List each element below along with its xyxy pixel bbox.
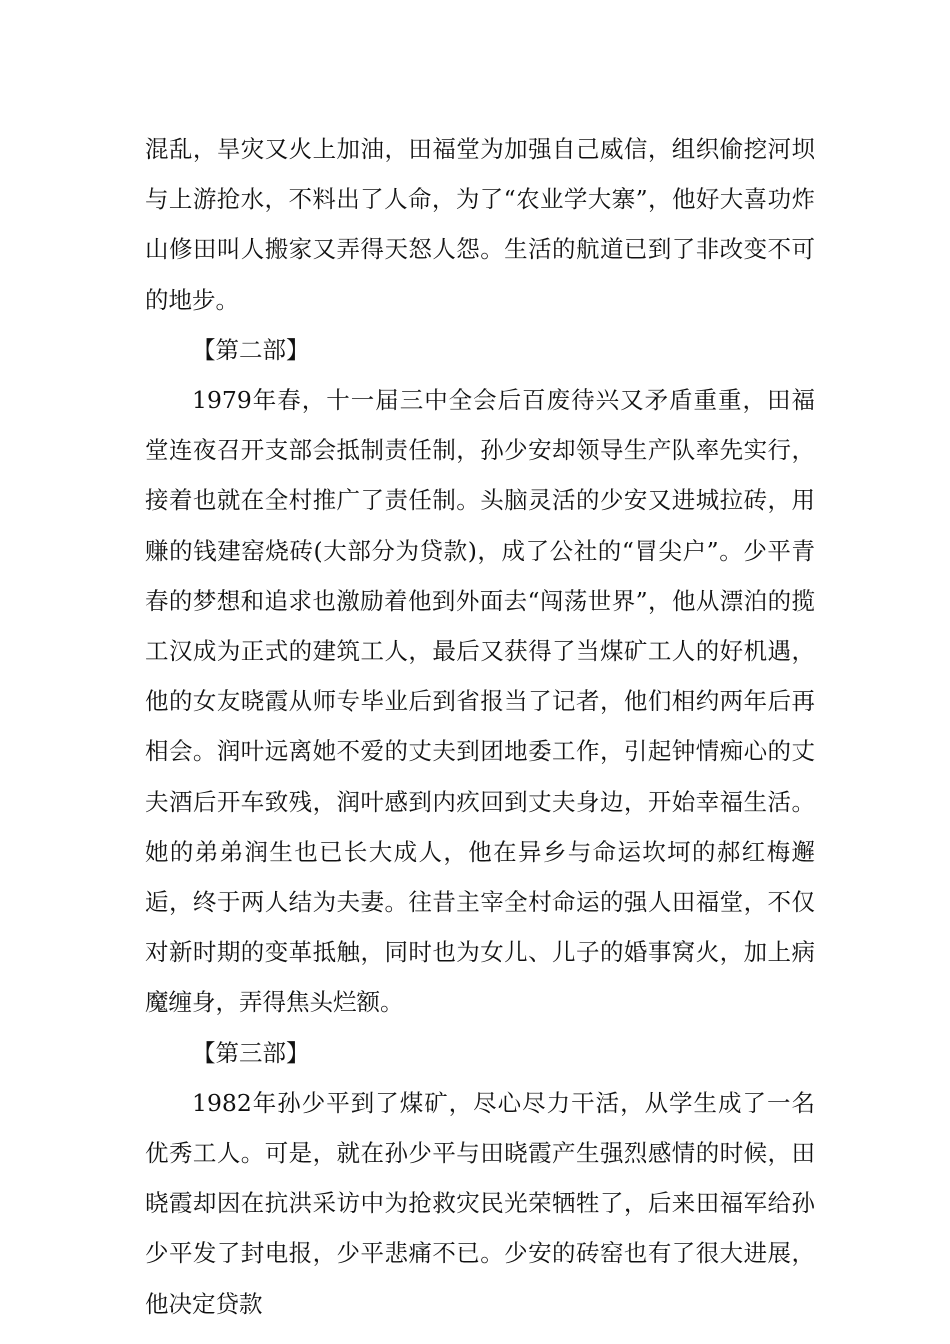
section-heading-part-two: 【第二部】 [192,335,310,364]
document-body [145,124,815,1329]
paragraph-part-two: 1979年春，十一届三中全会后百废待兴又矛盾重重，田福堂连夜召开支部会抵制责任制，孙少安却领导生产队率先实行，接着也就在全村推广了责任制。头脑灵活的少安又进城拉砖，用赚的钱建窑烧砖(大部分为贷款)，成了公社的“冒尖户”。少平青春的梦想和追求也激励着他到外面去“闯荡世界”，他从漂泊的揽工汉成为正式的建筑工人，最后又获得了当煤矿工人的好机遇，他的女友晓霞从师专毕业后到省报当了记者，他们相约两年后再相会。润叶远离她不爱的丈夫到团地委工作，引起钟情痴心的丈夫酒后开车致残，润叶感到内疚回到丈夫身边，开始幸福生活。她的弟弟润生也已长大成人，他在异乡与命运坎坷的郝红梅邂逅，终于两人结为夫妻。往昔主宰全村命运的强人田福堂，不仅对新时期的变革抵触，同时也为女儿、儿子的婚事窝火，加上病魔缠身，弄得焦头烂额。 [145,386,815,1017]
paragraph-part-three: 1982年孙少平到了煤矿，尽心尽力干活，从学生成了一名优秀工人。可是，就在孙少平与田晓霞产生强烈感情的时候，田晓霞却因在抗洪采访中为抢救灾民光荣牺牲了，后来田福军给孙少平发了封电报，少平悲痛不已。少安的砖窑也有了很大进展，他决定贷款 [145,1088,815,1318]
paragraph-continuation: 混乱，旱灾又火上加油，田福堂为加强自己威信，组织偷挖河坝与上游抢水，不料出了人命，为了“农业学大寨”，他好大喜功炸山修田叫人搬家又弄得天怒人怨。生活的航道已到了非改变不可的地步。 [145,135,815,314]
section-heading-part-three: 【第三部】 [192,1038,310,1067]
